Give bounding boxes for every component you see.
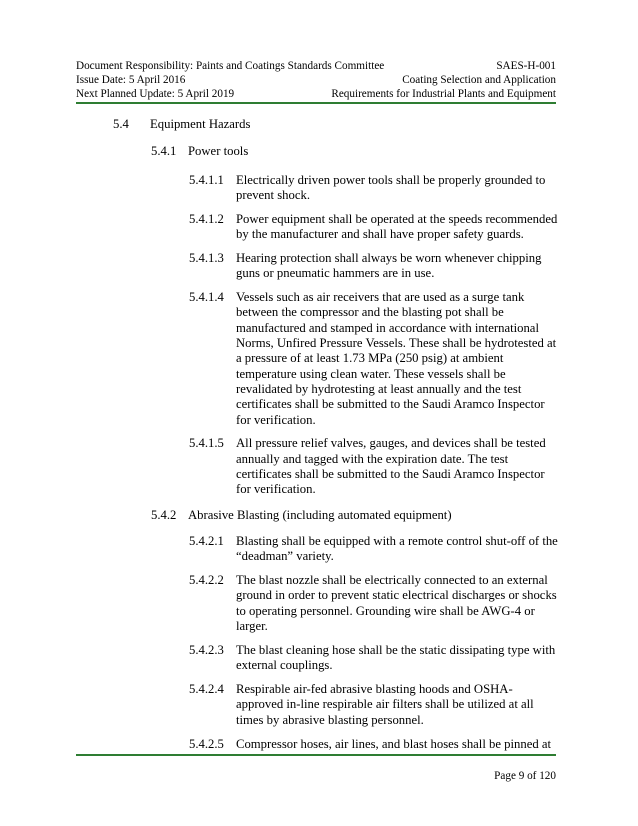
clause-number: 5.4.1.5 xyxy=(189,436,224,451)
page-header xyxy=(76,59,556,101)
clause-number: 5.4.1.2 xyxy=(189,211,224,226)
section-5-4 xyxy=(0,117,638,132)
clause-5-4-1-1 xyxy=(0,173,638,204)
header-row-3 xyxy=(76,87,556,101)
document-title-line-1: Coating Selection and Application xyxy=(402,74,556,86)
clause-text: Electrically driven power tools shall be properly grounded to prevent shock. xyxy=(236,172,546,202)
section-title: Abrasive Blasting (including automated equipment) xyxy=(188,507,452,522)
clause-text: The blast nozzle shall be electrically connected to an external ground in order to prevent static electrical discharges or shocks to operating personnel. Grounding wire shall be AWG-4 or larger. xyxy=(236,573,557,633)
clause-text: Respirable air-fed abrasive blasting hoods and OSHA-approved in-line respirable air filters shall be utilized at all times by abrasive blasting personnel. xyxy=(236,682,534,727)
footer-rule xyxy=(76,754,556,756)
clause-5-4-1-4 xyxy=(0,290,638,428)
header-row-2 xyxy=(76,73,556,87)
section-number: 5.4.2 xyxy=(151,507,177,522)
clause-5-4-2-1 xyxy=(0,534,638,565)
header-rule xyxy=(76,102,556,104)
document-responsibility: Document Responsibility: Paints and Coatings Standards Committee xyxy=(76,60,385,72)
clause-5-4-2-5 xyxy=(0,737,638,752)
clause-5-4-1-2 xyxy=(0,212,638,243)
clause-5-4-1-5 xyxy=(0,436,638,497)
clause-number: 5.4.2.4 xyxy=(189,682,224,697)
section-5-4-1 xyxy=(0,144,638,159)
document-body xyxy=(0,117,638,752)
section-number: 5.4.1 xyxy=(151,144,177,159)
header-row-1 xyxy=(76,59,556,73)
clause-number: 5.4.1.3 xyxy=(189,250,224,265)
clause-text: Hearing protection shall always be worn whenever chipping guns or pneumatic hammers are in use. xyxy=(236,250,542,281)
document-title-line-2: Requirements for Industrial Plants and Equipment xyxy=(331,88,556,100)
clause-text: Power equipment shall be operated at the speeds recommended by the manufacturer and shall have proper safety guards. xyxy=(236,211,558,242)
clause-number: 5.4.1.4 xyxy=(189,290,224,305)
document-number: SAES-H-001 xyxy=(496,60,556,72)
clause-number: 5.4.2.2 xyxy=(189,573,224,588)
section-title: Equipment Hazards xyxy=(150,117,251,131)
issue-date: Issue Date: 5 April 2016 xyxy=(76,74,186,86)
section-title: Power tools xyxy=(188,144,249,159)
clause-number: 5.4.2.3 xyxy=(189,642,224,657)
clause-5-4-2-3 xyxy=(0,643,638,674)
clause-text: Vessels such as air receivers that are used as a surge tank between the compressor and the blasting pot shall be manufactured and stamped in accordance with international Norms, Unfired Pressure Vessels. These shall be hydrotested at a pressure of at least 1.73 MPa (250 psig) at ambient temperature using clean water. These vessels shall be revalidated by hydrotesting at least annually and the test certificates shall be submitted to the Saudi Aramco Inspector for verification. xyxy=(236,290,557,427)
next-planned-update: Next Planned Update: 5 April 2019 xyxy=(76,88,235,100)
page-number: Page 9 of 120 xyxy=(494,770,556,782)
clause-5-4-1-3 xyxy=(0,251,638,282)
section-number: 5.4 xyxy=(113,117,129,131)
clause-5-4-2-4 xyxy=(0,682,638,728)
clause-number: 5.4.2.5 xyxy=(189,736,224,751)
clause-text: All pressure relief valves, gauges, and devices shall be tested annually and tagged with the expiration date. The test certificates shall be submitted to the Saudi Aramco Inspector for verification. xyxy=(236,436,546,497)
clause-text: The blast cleaning hose shall be the static dissipating type with external couplings. xyxy=(236,642,556,673)
clause-text: Blasting shall be equipped with a remote control shut-off of the “deadman” variety. xyxy=(236,533,558,564)
clause-number: 5.4.1.1 xyxy=(189,172,224,187)
clause-number: 5.4.2.1 xyxy=(189,533,224,548)
section-5-4-2 xyxy=(0,508,638,523)
clause-5-4-2-2 xyxy=(0,573,638,634)
clause-text: Compressor hoses, air lines, and blast hoses shall be pinned at xyxy=(236,736,552,751)
